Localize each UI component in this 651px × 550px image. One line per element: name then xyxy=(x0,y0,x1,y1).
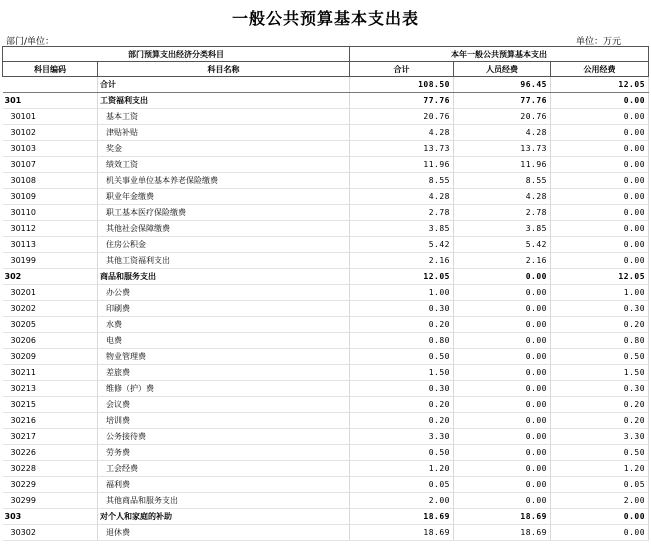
col-header-personnel: 人员经费 xyxy=(454,62,551,77)
row-code: 30229 xyxy=(3,477,98,493)
row-public: 0.50 xyxy=(551,349,649,365)
section-row xyxy=(3,93,649,109)
row-total: 0.30 xyxy=(350,381,454,397)
row-name: 绩效工资 xyxy=(98,157,350,173)
total-public: 12.05 xyxy=(551,77,649,93)
row-total: 2.78 xyxy=(350,205,454,221)
row-public: 2.00 xyxy=(551,493,649,509)
row-personnel: 0.00 xyxy=(454,301,551,317)
unit-label: 单位：万元 xyxy=(575,37,621,47)
table-row xyxy=(3,109,649,125)
row-code: 303 xyxy=(3,509,98,525)
row-code: 30228 xyxy=(3,461,98,477)
row-code: 30201 xyxy=(3,285,98,301)
row-code: 302 xyxy=(3,269,98,285)
row-total: 0.20 xyxy=(350,317,454,333)
row-public: 0.00 xyxy=(551,253,649,269)
header-group-left: 部门预算支出经济分类科目 xyxy=(3,47,350,62)
row-code: 30101 xyxy=(3,109,98,125)
row-name: 职业年金缴费 xyxy=(98,189,350,205)
row-code: 30211 xyxy=(3,365,98,381)
total-row xyxy=(3,77,649,93)
row-name: 其他社会保障缴费 xyxy=(98,221,350,237)
row-total: 18.69 xyxy=(350,509,454,525)
row-personnel: 0.00 xyxy=(454,493,551,509)
row-code: 30109 xyxy=(3,189,98,205)
table-row xyxy=(3,157,649,173)
row-personnel: 0.00 xyxy=(454,413,551,429)
col-header-public: 公用经费 xyxy=(551,62,649,77)
section-row xyxy=(3,509,649,525)
row-name: 机关事业单位基本养老保险缴费 xyxy=(98,173,350,189)
col-header-code: 科目编码 xyxy=(3,62,98,77)
row-public: 0.00 xyxy=(551,93,649,109)
row-code: 301 xyxy=(3,93,98,109)
row-public: 0.30 xyxy=(551,301,649,317)
row-public: 0.00 xyxy=(551,125,649,141)
row-public: 0.00 xyxy=(551,205,649,221)
row-personnel: 5.42 xyxy=(454,237,551,253)
row-name: 劳务费 xyxy=(98,445,350,461)
row-public: 0.30 xyxy=(551,381,649,397)
row-public: 12.05 xyxy=(551,269,649,285)
row-personnel: 0.00 xyxy=(454,349,551,365)
row-total: 0.30 xyxy=(350,301,454,317)
row-personnel: 18.69 xyxy=(454,525,551,541)
table-row xyxy=(3,525,649,541)
row-code: 30209 xyxy=(3,349,98,365)
row-personnel: 0.00 xyxy=(454,445,551,461)
table-row xyxy=(3,477,649,493)
table-row xyxy=(3,317,649,333)
row-public: 0.00 xyxy=(551,173,649,189)
row-total: 8.55 xyxy=(350,173,454,189)
budget-table xyxy=(2,46,649,541)
row-code: 30302 xyxy=(3,525,98,541)
total-personnel: 96.45 xyxy=(454,77,551,93)
row-code: 30216 xyxy=(3,413,98,429)
row-personnel: 0.00 xyxy=(454,397,551,413)
row-code: 30113 xyxy=(3,237,98,253)
table-row xyxy=(3,253,649,269)
row-total: 18.69 xyxy=(350,525,454,541)
header-group-right: 本年一般公共预算基本支出 xyxy=(350,47,649,62)
row-public: 0.20 xyxy=(551,317,649,333)
table-row xyxy=(3,429,649,445)
row-public: 0.20 xyxy=(551,413,649,429)
row-public: 0.00 xyxy=(551,221,649,237)
row-name: 住房公积金 xyxy=(98,237,350,253)
row-public: 0.00 xyxy=(551,189,649,205)
row-name: 津贴补贴 xyxy=(98,125,350,141)
row-personnel: 4.28 xyxy=(454,189,551,205)
row-total: 20.76 xyxy=(350,109,454,125)
row-total: 2.00 xyxy=(350,493,454,509)
row-total: 4.28 xyxy=(350,189,454,205)
table-row xyxy=(3,365,649,381)
row-public: 1.20 xyxy=(551,461,649,477)
row-code: 30226 xyxy=(3,445,98,461)
row-name: 其他商品和服务支出 xyxy=(98,493,350,509)
row-name: 退休费 xyxy=(98,525,350,541)
row-code: 30217 xyxy=(3,429,98,445)
row-code: 30205 xyxy=(3,317,98,333)
row-code: 30103 xyxy=(3,141,98,157)
row-code: 30215 xyxy=(3,397,98,413)
page-title: 一般公共预算基本支出表 xyxy=(231,9,419,28)
row-public: 0.00 xyxy=(551,237,649,253)
row-personnel: 2.16 xyxy=(454,253,551,269)
row-code: 30199 xyxy=(3,253,98,269)
row-personnel: 0.00 xyxy=(454,333,551,349)
row-total: 2.16 xyxy=(350,253,454,269)
total-total: 108.50 xyxy=(350,77,454,93)
row-personnel: 3.85 xyxy=(454,221,551,237)
row-personnel: 2.78 xyxy=(454,205,551,221)
row-code: 30108 xyxy=(3,173,98,189)
row-name: 差旅费 xyxy=(98,365,350,381)
row-name: 印刷费 xyxy=(98,301,350,317)
table-row xyxy=(3,301,649,317)
row-personnel: 0.00 xyxy=(454,269,551,285)
total-name: 合计 xyxy=(98,77,350,93)
table-row xyxy=(3,125,649,141)
row-total: 12.05 xyxy=(350,269,454,285)
row-name: 水费 xyxy=(98,317,350,333)
row-total: 4.28 xyxy=(350,125,454,141)
row-public: 0.00 xyxy=(551,525,649,541)
row-total: 11.96 xyxy=(350,157,454,173)
row-total: 5.42 xyxy=(350,237,454,253)
col-header-name: 科目名称 xyxy=(98,62,350,77)
row-name: 其他工资福利支出 xyxy=(98,253,350,269)
table-row xyxy=(3,445,649,461)
row-personnel: 0.00 xyxy=(454,381,551,397)
row-total: 3.85 xyxy=(350,221,454,237)
header-col-row xyxy=(3,62,649,77)
row-total: 0.20 xyxy=(350,397,454,413)
row-personnel: 0.00 xyxy=(454,317,551,333)
table-row xyxy=(3,381,649,397)
row-name: 基本工资 xyxy=(98,109,350,125)
table-row xyxy=(3,397,649,413)
row-name: 对个人和家庭的补助 xyxy=(98,509,350,525)
row-name: 物业管理费 xyxy=(98,349,350,365)
header-group-row xyxy=(3,47,649,62)
table-row xyxy=(3,237,649,253)
row-total: 1.00 xyxy=(350,285,454,301)
table-row xyxy=(3,333,649,349)
row-personnel: 0.00 xyxy=(454,477,551,493)
row-public: 0.80 xyxy=(551,333,649,349)
row-name: 工资福利支出 xyxy=(98,93,350,109)
dept-label: 部门/单位： xyxy=(6,37,55,47)
table-row xyxy=(3,493,649,509)
row-personnel: 18.69 xyxy=(454,509,551,525)
total-code xyxy=(3,77,98,93)
row-public: 1.50 xyxy=(551,365,649,381)
row-personnel: 0.00 xyxy=(454,461,551,477)
row-name: 电费 xyxy=(98,333,350,349)
row-code: 30202 xyxy=(3,301,98,317)
table-row xyxy=(3,173,649,189)
row-personnel: 13.73 xyxy=(454,141,551,157)
table-row xyxy=(3,221,649,237)
row-personnel: 20.76 xyxy=(454,109,551,125)
row-name: 会议费 xyxy=(98,397,350,413)
row-total: 77.76 xyxy=(350,93,454,109)
row-public: 0.20 xyxy=(551,397,649,413)
table-row xyxy=(3,189,649,205)
row-code: 30110 xyxy=(3,205,98,221)
row-public: 0.00 xyxy=(551,141,649,157)
col-header-total: 合计 xyxy=(350,62,454,77)
row-public: 0.00 xyxy=(551,157,649,173)
row-public: 3.30 xyxy=(551,429,649,445)
row-name: 奖金 xyxy=(98,141,350,157)
section-row xyxy=(3,269,649,285)
table-row xyxy=(3,285,649,301)
row-personnel: 8.55 xyxy=(454,173,551,189)
row-name: 福利费 xyxy=(98,477,350,493)
row-total: 13.73 xyxy=(350,141,454,157)
row-personnel: 77.76 xyxy=(454,93,551,109)
row-name: 商品和服务支出 xyxy=(98,269,350,285)
row-code: 30299 xyxy=(3,493,98,509)
table-row xyxy=(3,413,649,429)
row-public: 0.05 xyxy=(551,477,649,493)
row-total: 0.50 xyxy=(350,445,454,461)
row-total: 0.80 xyxy=(350,333,454,349)
row-public: 0.00 xyxy=(551,509,649,525)
row-code: 30206 xyxy=(3,333,98,349)
row-total: 0.20 xyxy=(350,413,454,429)
row-total: 0.50 xyxy=(350,349,454,365)
row-name: 维修（护）费 xyxy=(98,381,350,397)
row-personnel: 0.00 xyxy=(454,285,551,301)
row-total: 3.30 xyxy=(350,429,454,445)
table-row xyxy=(3,461,649,477)
row-name: 工会经费 xyxy=(98,461,350,477)
row-name: 职工基本医疗保险缴费 xyxy=(98,205,350,221)
row-total: 1.20 xyxy=(350,461,454,477)
table-row xyxy=(3,141,649,157)
row-name: 办公费 xyxy=(98,285,350,301)
row-name: 公务接待费 xyxy=(98,429,350,445)
row-public: 0.00 xyxy=(551,109,649,125)
row-code: 30102 xyxy=(3,125,98,141)
table-row xyxy=(3,205,649,221)
row-public: 0.50 xyxy=(551,445,649,461)
row-personnel: 0.00 xyxy=(454,429,551,445)
row-personnel: 4.28 xyxy=(454,125,551,141)
table-row xyxy=(3,349,649,365)
row-name: 培训费 xyxy=(98,413,350,429)
row-personnel: 11.96 xyxy=(454,157,551,173)
row-code: 30107 xyxy=(3,157,98,173)
row-code: 30213 xyxy=(3,381,98,397)
row-personnel: 0.00 xyxy=(454,365,551,381)
row-total: 1.50 xyxy=(350,365,454,381)
row-public: 1.00 xyxy=(551,285,649,301)
row-code: 30112 xyxy=(3,221,98,237)
row-total: 0.05 xyxy=(350,477,454,493)
